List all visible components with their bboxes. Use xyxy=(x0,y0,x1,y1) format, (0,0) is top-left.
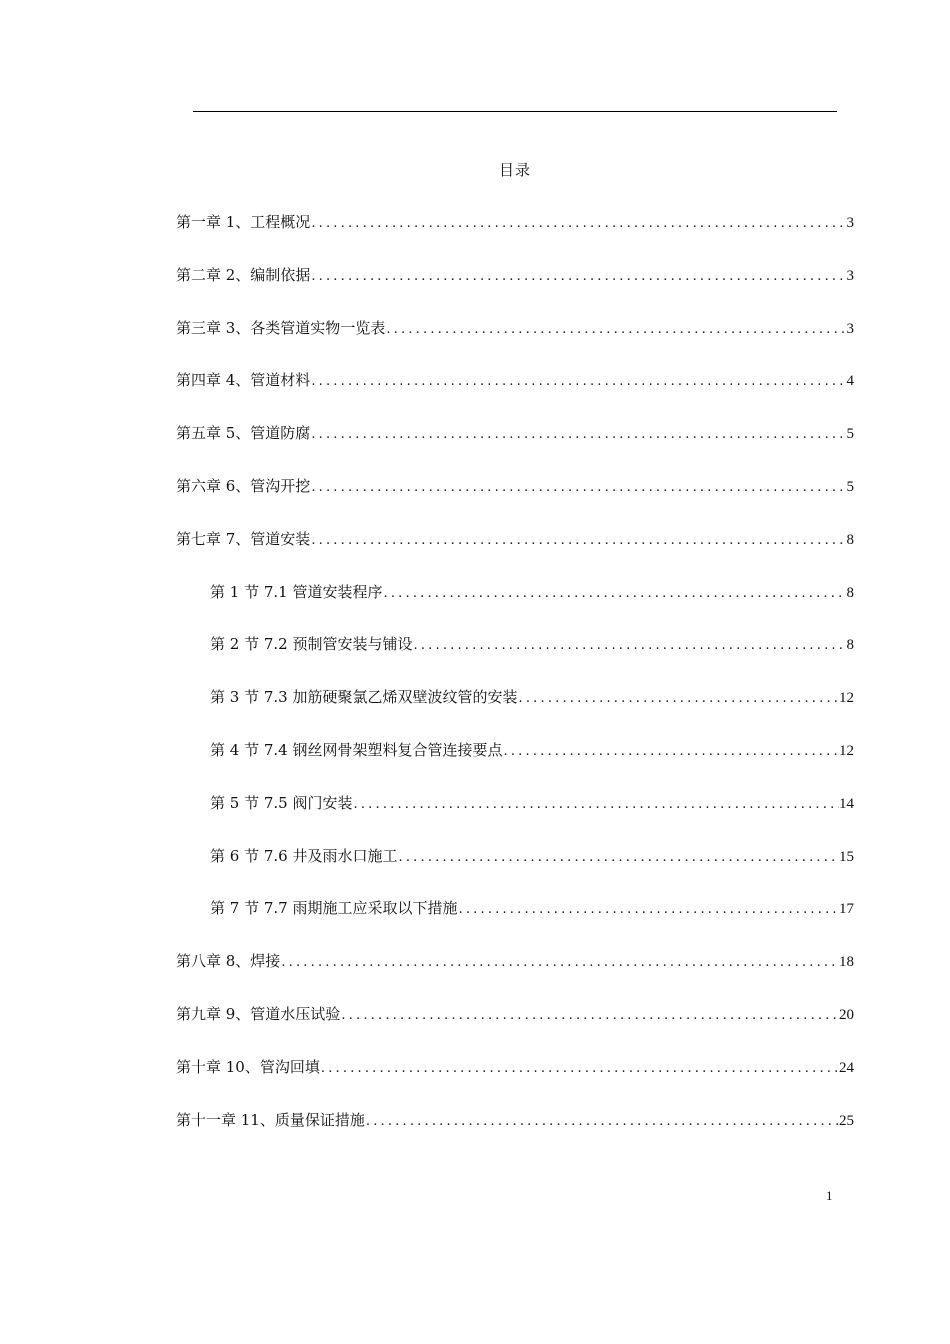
toc-entry-page: 15 xyxy=(839,848,854,865)
toc-entry-text: 第五章 5、管道防腐 xyxy=(176,424,311,443)
toc-entry-text: 第一章 1、工程概况 xyxy=(176,213,311,231)
toc-dot-leader xyxy=(365,1114,839,1129)
toc-entry-text: 第六章 6、管沟开挖 xyxy=(176,476,311,495)
toc-entry-page: 18 xyxy=(839,954,854,971)
toc-entry-page: 5 xyxy=(846,478,854,495)
toc-entry-text: 第 5 节 7.5 阀门安装 xyxy=(210,793,353,812)
toc-entry-text: 第 2 节 7.2 预制管安装与铺设 xyxy=(210,635,413,654)
toc-section-entry[interactable] xyxy=(176,792,854,845)
toc-dot-leader xyxy=(502,744,839,759)
toc-dot-leader xyxy=(310,533,846,548)
toc-entry-text: 第三章 3、各类管道实物一览表 xyxy=(176,318,386,337)
toc-section-entry[interactable] xyxy=(176,897,854,950)
toc-entry-page: 12 xyxy=(839,690,854,707)
toc-dot-leader xyxy=(352,797,839,812)
toc-dot-leader xyxy=(310,216,846,231)
toc-entry-text: 第 4 节 7.4 钢丝网骨架塑料复合管连接要点 xyxy=(210,740,503,759)
toc-title: 目录 xyxy=(498,161,531,179)
toc-dot-leader xyxy=(310,427,846,442)
toc-entry-text: 第 3 节 7.3 加筋硬聚氯乙烯双壁波纹管的安装 xyxy=(210,688,518,707)
toc-entry-page: 8 xyxy=(846,637,854,654)
toc-entry-text: 第 1 节 7.1 管道安装程序 xyxy=(210,582,383,601)
toc-entry-text: 第 6 节 7.6 井及雨水口施工 xyxy=(210,846,398,865)
toc-entry-page: 5 xyxy=(846,426,854,443)
toc-chapter-entry[interactable] xyxy=(176,1003,854,1056)
toc-dot-leader xyxy=(397,850,839,865)
toc-section-entry[interactable] xyxy=(176,845,854,898)
toc-chapter-entry[interactable] xyxy=(176,475,854,528)
header-rule xyxy=(193,111,837,112)
toc-entry-text: 第十一章 11、质量保证措施 xyxy=(176,1110,365,1129)
toc-chapter-entry[interactable] xyxy=(176,1109,854,1162)
toc-chapter-entry[interactable] xyxy=(176,528,854,581)
toc-entry-text: 第四章 4、管道材料 xyxy=(176,371,311,390)
toc-entry-page: 20 xyxy=(839,1006,854,1023)
toc-dot-leader xyxy=(382,586,846,601)
toc-entry-text: 第 7 节 7.7 雨期施工应采取以下措施 xyxy=(210,899,458,918)
toc-list xyxy=(176,211,854,1161)
toc-chapter-entry[interactable] xyxy=(176,950,854,1003)
toc-dot-leader xyxy=(320,1061,839,1076)
toc-dot-leader xyxy=(457,902,839,917)
toc-entry-page: 8 xyxy=(846,584,854,601)
toc-dot-leader xyxy=(280,955,839,970)
toc-section-entry[interactable] xyxy=(176,581,854,634)
toc-chapter-entry[interactable] xyxy=(176,1056,854,1109)
toc-section-entry[interactable] xyxy=(176,739,854,792)
toc-entry-text: 第十章 10、管沟回填 xyxy=(176,1057,320,1076)
toc-entry-page: 3 xyxy=(846,215,854,231)
toc-entry-text: 第二章 2、编制依据 xyxy=(176,265,311,284)
toc-entry-page: 3 xyxy=(846,320,854,337)
toc-entry-page: 17 xyxy=(839,901,854,918)
toc-entry-page: 24 xyxy=(839,1059,854,1076)
toc-entry-page: 25 xyxy=(839,1112,854,1129)
toc-dot-leader xyxy=(310,269,846,284)
toc-dot-leader xyxy=(412,638,846,653)
toc-entry-page: 8 xyxy=(846,531,854,548)
toc-entry-text: 第九章 9、管道水压试验 xyxy=(176,1004,341,1023)
toc-chapter-entry[interactable] xyxy=(176,317,854,370)
toc-chapter-entry[interactable] xyxy=(176,369,854,422)
page-number: 1 xyxy=(826,1188,833,1203)
toc-chapter-entry[interactable] xyxy=(176,264,854,317)
toc-dot-leader xyxy=(385,322,846,337)
toc-entry-page: 3 xyxy=(846,267,854,284)
toc-entry-page: 12 xyxy=(839,742,854,759)
toc-chapter-entry[interactable] xyxy=(176,211,854,264)
toc-entry-text: 第七章 7、管道安装 xyxy=(176,529,311,548)
toc-dot-leader xyxy=(517,691,839,706)
toc-dot-leader xyxy=(340,1008,839,1023)
toc-dot-leader xyxy=(310,374,846,389)
toc-entry-text: 第八章 8、焊接 xyxy=(176,952,281,971)
toc-dot-leader xyxy=(310,480,846,495)
toc-entry-page: 14 xyxy=(839,795,854,812)
toc-section-entry[interactable] xyxy=(176,686,854,739)
toc-section-entry[interactable] xyxy=(176,633,854,686)
toc-entry-page: 4 xyxy=(846,373,854,390)
toc-chapter-entry[interactable] xyxy=(176,422,854,475)
